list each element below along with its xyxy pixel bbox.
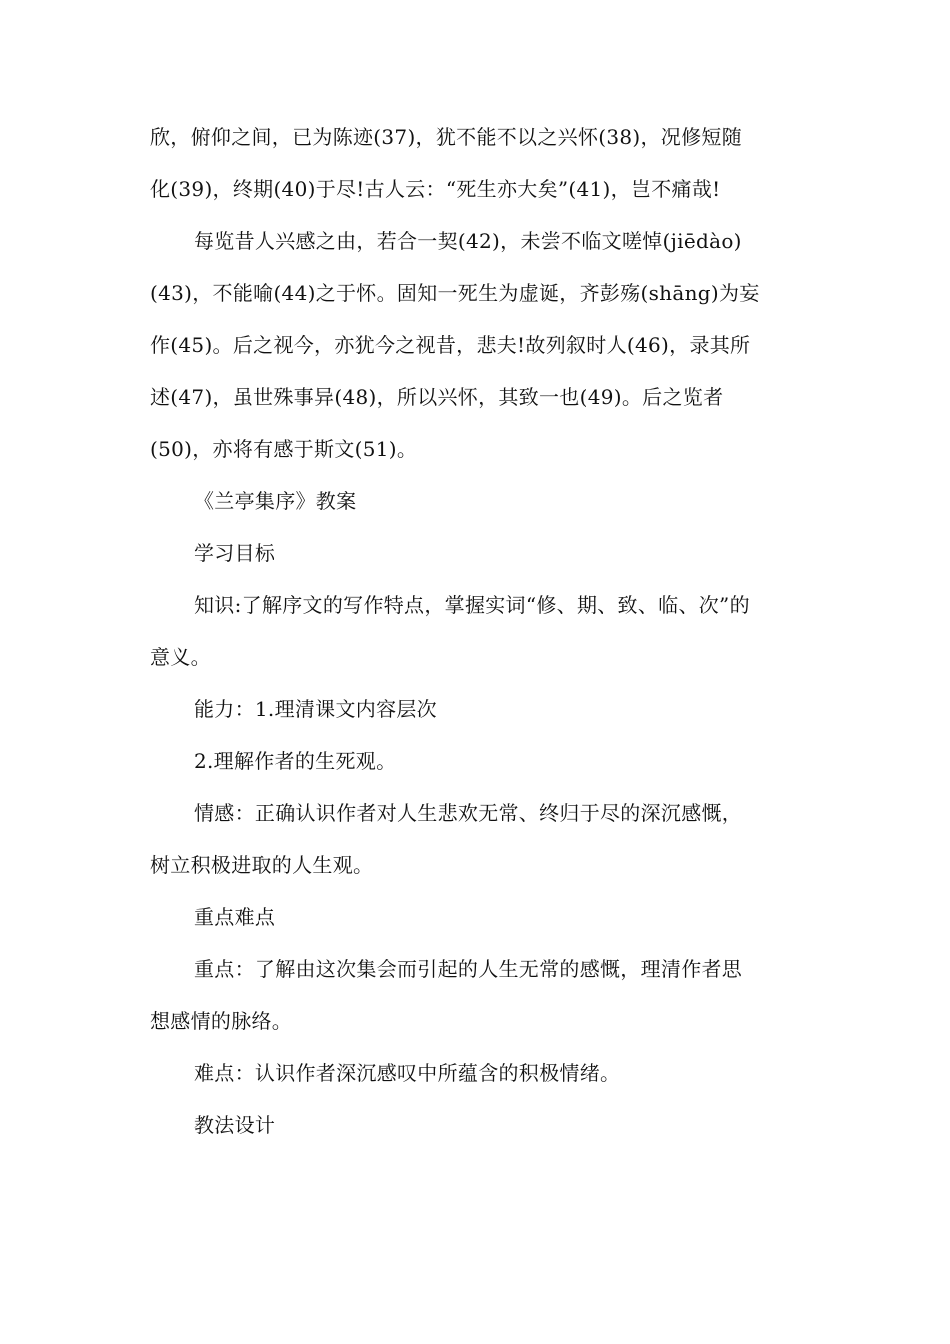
goal-emotion: 情感：正确认识作者对人生悲欢无常、终归于尽的深沉感慨，: [194, 801, 743, 825]
lesson-plan-title: 《兰亭集序》教案: [194, 489, 357, 513]
goal-ability: 能力：1.理清课文内容层次: [194, 697, 437, 721]
text-line: 作(45)。后之视今，亦犹今之视昔，悲夫!故列叙时人(46)，录其所: [150, 333, 751, 357]
text-line: 想感情的脉络。: [150, 1009, 293, 1033]
section-heading-goals: 学习目标: [194, 541, 276, 565]
text-line: 化(39)，终期(40)于尽!古人云：“死生亦大矣”(41)，岂不痛哉!: [150, 177, 721, 201]
text-line: 树立积极进取的人生观。: [150, 853, 374, 877]
difficult-point: 难点：认识作者深沉感叹中所蕴含的积极情绪。: [194, 1061, 621, 1085]
section-heading-teaching-method: 教法设计: [194, 1113, 276, 1137]
text-line: (50)，亦将有感于斯文(51)。: [150, 437, 418, 461]
text-line: 述(47)，虽世殊事异(48)，所以兴怀，其致一也(49)。后之览者: [150, 385, 724, 409]
goal-ability-2: 2.理解作者的生死观。: [194, 749, 397, 773]
section-heading-key-points: 重点难点: [194, 905, 276, 929]
text-line: (43)，不能喻(44)之于怀。固知一死生为虚诞，齐彭殇(shāng)为妄: [150, 281, 760, 305]
goal-knowledge: 知识:了解序文的写作特点，掌握实词“修、期、致、临、次”的: [194, 593, 750, 617]
paragraph-start: 每览昔人兴感之由，若合一契(42)，未尝不临文嗟悼(jiēdào): [194, 229, 742, 253]
text-line: 意义。: [150, 645, 211, 669]
key-point: 重点：了解由这次集会而引起的人生无常的感慨，理清作者思: [194, 957, 743, 981]
text-line: 欣，俯仰之间，已为陈迹(37)，犹不能不以之兴怀(38)，况修短随: [150, 125, 743, 149]
